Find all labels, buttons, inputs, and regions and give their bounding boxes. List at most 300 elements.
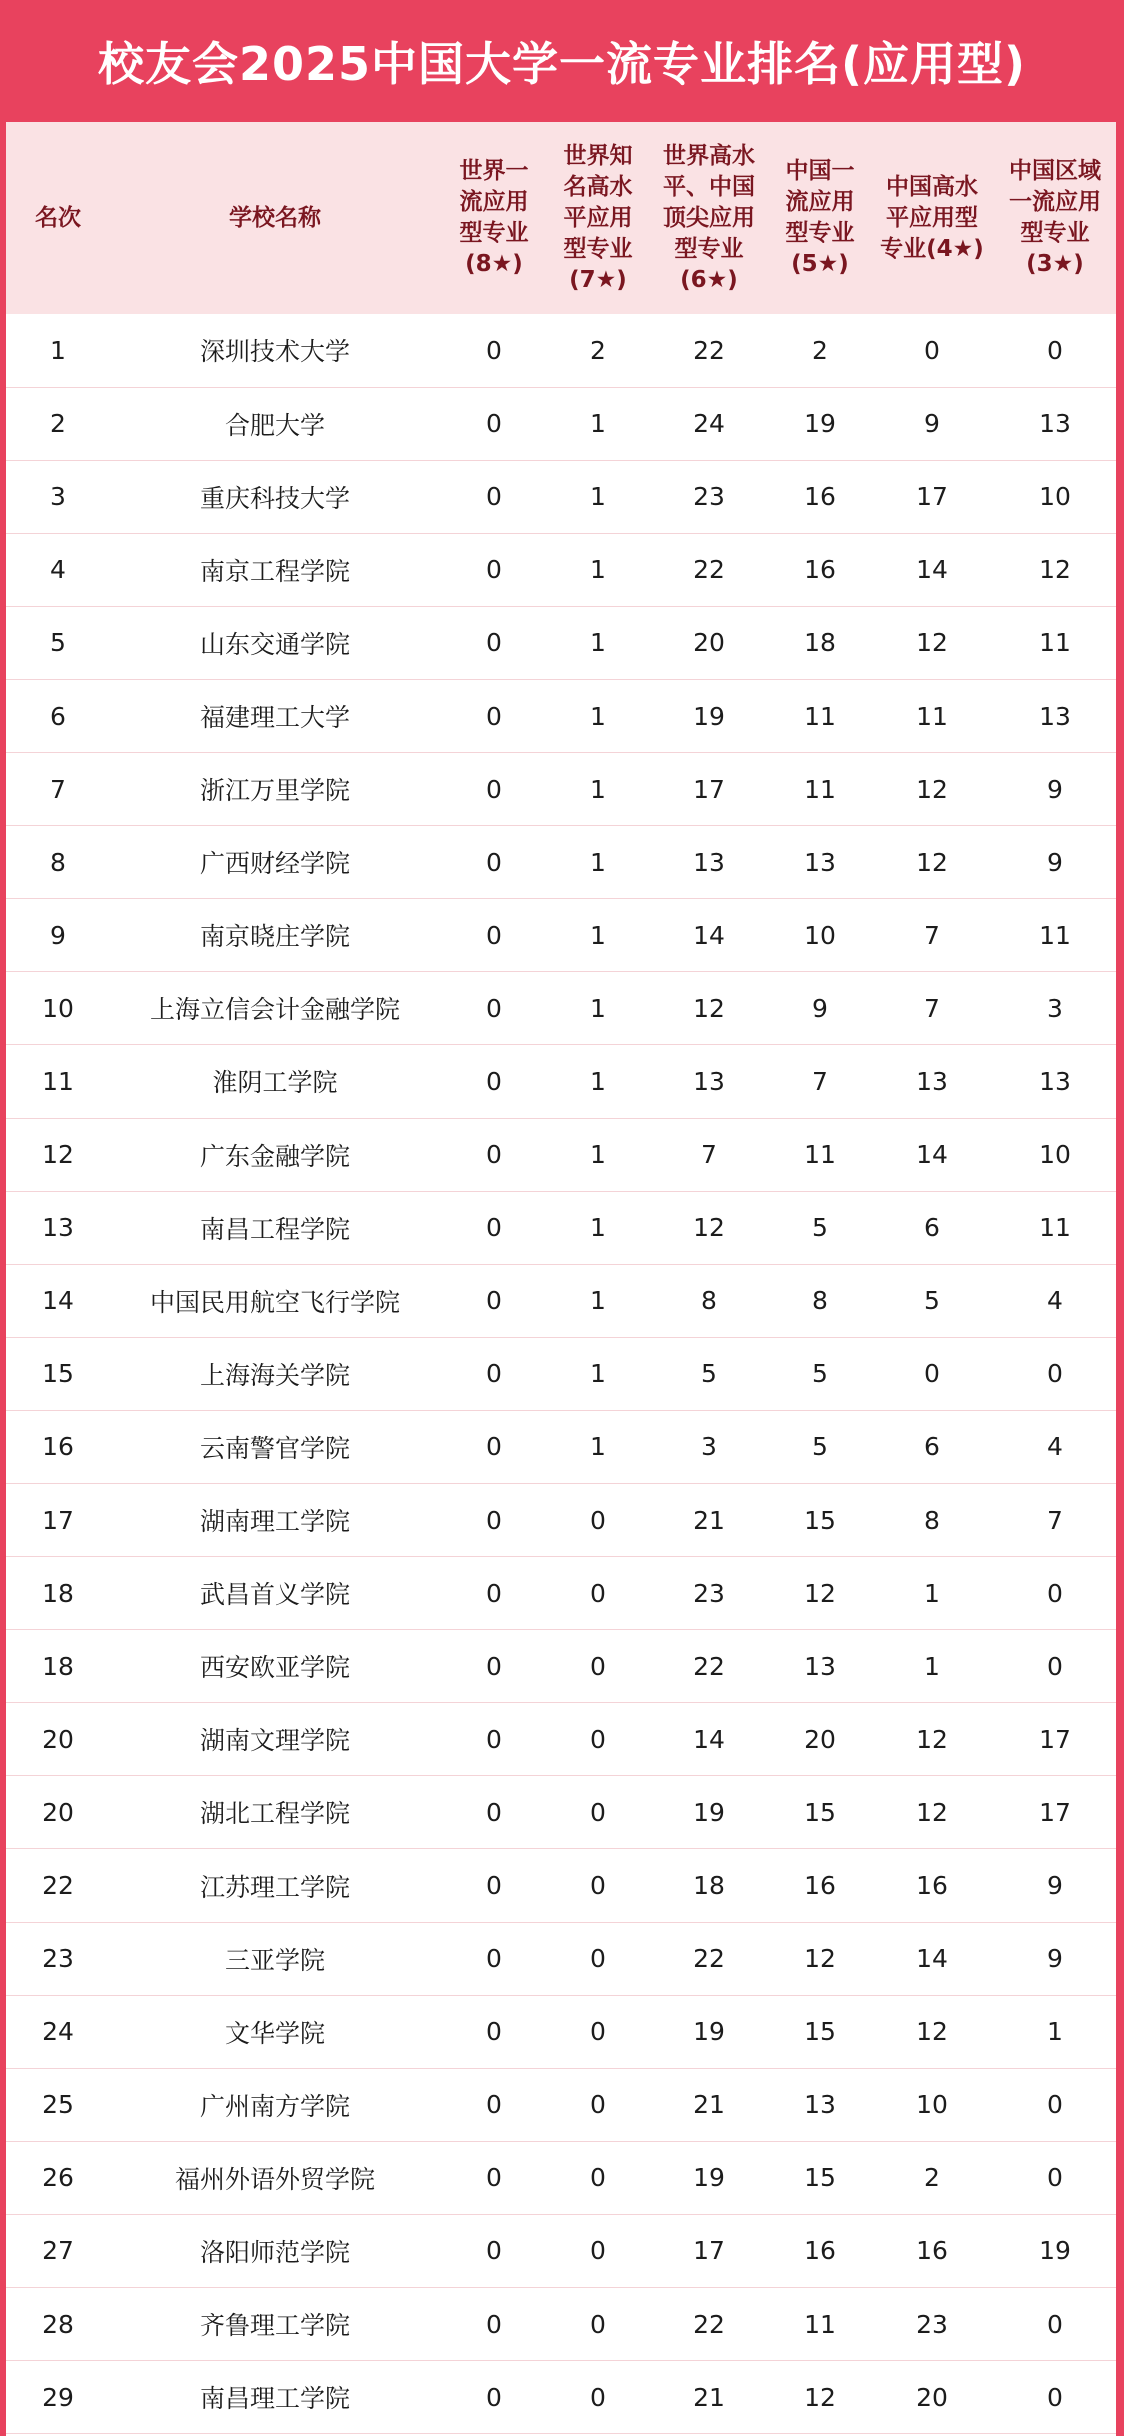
count-cell: 6: [924, 1213, 940, 1243]
rank-cell: 24: [42, 2017, 74, 2047]
count-cell: 23: [916, 2309, 948, 2339]
count-cell: 0: [486, 1213, 502, 1243]
count-cell: 1: [590, 847, 606, 877]
count-cell: 14: [693, 920, 725, 950]
count-cell: 19: [693, 2163, 725, 2193]
header-line: 世界高水: [663, 142, 755, 169]
table-row: [6, 972, 1116, 1045]
count-cell: 11: [804, 1140, 836, 1170]
count-cell: 20: [693, 628, 725, 658]
count-cell: 7: [812, 1066, 828, 1096]
table-row: [6, 1118, 1116, 1191]
rank-cell: 28: [42, 2309, 74, 2339]
school-name-cell: 湖南文理学院: [199, 1726, 350, 1756]
count-cell: 5: [812, 1359, 828, 1389]
table-row: [6, 2214, 1116, 2287]
count-cell: 23: [693, 482, 725, 512]
count-cell: 12: [804, 1578, 836, 1608]
table-row: [6, 679, 1116, 752]
school-name-cell: 洛阳师范学院: [199, 2237, 350, 2267]
count-cell: 0: [590, 1724, 606, 1754]
ranking-sheet: [6, 122, 1116, 2436]
count-cell: 13: [804, 1651, 836, 1681]
count-cell: 0: [1047, 2090, 1063, 2120]
count-cell: 22: [693, 555, 725, 585]
count-cell: 0: [1047, 1359, 1063, 1389]
school-name-cell: 合肥大学: [224, 410, 325, 440]
ranking-table: [6, 122, 1116, 2434]
page-title: 校友会2025中国大学一流专业排名(应用型): [97, 37, 1027, 91]
rank-cell: 14: [42, 1286, 74, 1316]
school-name-cell: 深圳技术大学: [199, 337, 350, 367]
school-name-cell: 福州外语外贸学院: [174, 2164, 375, 2194]
count-cell: 12: [916, 847, 948, 877]
count-cell: 18: [804, 628, 836, 658]
count-cell: 22: [693, 2309, 725, 2339]
table-row: [6, 2288, 1116, 2361]
header-line: 型专业: [563, 235, 633, 262]
count-cell: 0: [486, 993, 502, 1023]
header-line: (3★): [1026, 251, 1084, 277]
count-cell: 19: [1039, 2236, 1071, 2266]
header-line: 流应用: [785, 189, 855, 215]
count-cell: 0: [1047, 2163, 1063, 2193]
count-cell: 1: [590, 1140, 606, 1170]
count-cell: 21: [693, 1505, 725, 1535]
count-cell: 0: [590, 1651, 606, 1681]
count-cell: 0: [590, 2236, 606, 2266]
rank-cell: 17: [42, 1505, 74, 1535]
rank-cell: 11: [42, 1066, 74, 1096]
count-cell: 0: [1047, 2309, 1063, 2339]
count-cell: 0: [924, 1359, 940, 1389]
count-cell: 9: [924, 409, 940, 439]
count-cell: 12: [804, 1944, 836, 1974]
count-cell: 1: [590, 1213, 606, 1243]
count-cell: 1: [590, 1286, 606, 1316]
count-cell: 0: [1047, 1578, 1063, 1608]
table-row: [6, 1922, 1116, 1995]
count-cell: 14: [916, 555, 948, 585]
table-row: [6, 1484, 1116, 1557]
count-cell: 8: [812, 1286, 828, 1316]
count-cell: 5: [701, 1359, 717, 1389]
table-row: [6, 2361, 1116, 2434]
school-name-cell: 湖南理工学院: [199, 1507, 350, 1537]
count-cell: 10: [1039, 482, 1071, 512]
count-cell: 1: [590, 1066, 606, 1096]
count-cell: 5: [812, 1432, 828, 1462]
count-cell: 22: [693, 335, 725, 365]
header-line: 中国一: [785, 158, 855, 184]
count-cell: 1: [590, 628, 606, 658]
count-cell: 0: [1047, 2382, 1063, 2412]
rank-cell: 8: [50, 847, 66, 877]
count-cell: 13: [1039, 1066, 1071, 1096]
school-name-cell: 广东金融学院: [199, 1141, 350, 1171]
rank-cell: 4: [50, 555, 66, 585]
count-cell: 0: [590, 1505, 606, 1535]
count-cell: 1: [590, 774, 606, 804]
count-cell: 0: [486, 2309, 502, 2339]
count-cell: 13: [693, 847, 725, 877]
count-cell: 8: [701, 1286, 717, 1316]
school-name-cell: 重庆科技大学: [199, 483, 350, 513]
school-name-cell: 淮阴工学院: [212, 1068, 338, 1098]
school-name-cell: 浙江万里学院: [199, 776, 350, 806]
count-cell: 17: [693, 774, 725, 804]
count-cell: 2: [590, 335, 606, 365]
count-cell: 10: [804, 920, 836, 950]
count-cell: 3: [1047, 993, 1063, 1023]
count-cell: 0: [486, 2090, 502, 2120]
table-row: [6, 2068, 1116, 2141]
count-cell: 16: [916, 2236, 948, 2266]
header-line: 一流应用: [1009, 189, 1101, 215]
count-cell: 15: [804, 1505, 836, 1535]
count-cell: 12: [1039, 555, 1071, 585]
rank-cell: 20: [42, 1724, 74, 1754]
count-cell: 21: [693, 2382, 725, 2412]
count-cell: 0: [486, 1140, 502, 1170]
rank-cell: 23: [42, 1944, 74, 1974]
school-name-cell: 中国民用航空飞行学院: [149, 1287, 400, 1317]
table-row: [6, 533, 1116, 606]
school-name-cell: 江苏理工学院: [199, 1872, 350, 1902]
rank-cell: 12: [42, 1140, 74, 1170]
table-row: [6, 1191, 1116, 1264]
count-cell: 0: [486, 1432, 502, 1462]
count-cell: 12: [693, 1213, 725, 1243]
table-row: [6, 899, 1116, 972]
count-cell: 20: [916, 2382, 948, 2412]
count-cell: 11: [916, 701, 948, 731]
count-cell: 1: [590, 1432, 606, 1462]
header-line: (5★): [791, 251, 849, 277]
count-cell: 1: [590, 482, 606, 512]
count-cell: 11: [1039, 628, 1071, 658]
count-cell: 11: [804, 774, 836, 804]
count-cell: 17: [916, 482, 948, 512]
rank-cell: 18: [42, 1651, 74, 1681]
school-name-cell: 武昌首义学院: [199, 1580, 350, 1610]
school-name-cell: 山东交通学院: [199, 629, 350, 659]
count-cell: 7: [1047, 1505, 1063, 1535]
school-name-cell: 上海立信会计金融学院: [149, 995, 400, 1025]
count-cell: 9: [812, 993, 828, 1023]
school-name-cell: 南京晓庄学院: [199, 922, 350, 952]
count-cell: 16: [916, 1871, 948, 1901]
count-cell: 0: [486, 1944, 502, 1974]
rank-cell: 13: [42, 1213, 74, 1243]
count-cell: 0: [590, 1871, 606, 1901]
table-row: [6, 460, 1116, 533]
count-cell: 17: [1039, 1797, 1071, 1827]
count-cell: 11: [804, 701, 836, 731]
count-cell: 9: [1047, 774, 1063, 804]
table-row: [6, 387, 1116, 460]
rank-cell: 1: [50, 335, 66, 365]
count-cell: 0: [486, 1871, 502, 1901]
count-cell: 1: [924, 1578, 940, 1608]
header-line: 名高水: [563, 173, 633, 200]
school-name-cell: 上海海关学院: [199, 1360, 350, 1390]
count-cell: 10: [1039, 1140, 1071, 1170]
header-line: 型专业: [1020, 220, 1090, 246]
rank-cell: 7: [50, 774, 66, 804]
table-row: [6, 1703, 1116, 1776]
count-cell: 15: [804, 2163, 836, 2193]
table-row: [6, 1995, 1116, 2068]
count-cell: 17: [693, 2236, 725, 2266]
count-cell: 0: [486, 335, 502, 365]
count-cell: 0: [486, 1359, 502, 1389]
header-line: 世界知: [563, 142, 633, 169]
count-cell: 0: [486, 1797, 502, 1827]
count-cell: 13: [804, 2090, 836, 2120]
rank-cell: 15: [42, 1359, 74, 1389]
count-cell: 0: [486, 482, 502, 512]
count-cell: 12: [916, 628, 948, 658]
count-cell: 20: [804, 1724, 836, 1754]
count-cell: 1: [924, 1651, 940, 1681]
header-line: 型专业: [785, 220, 855, 246]
header-rank: 名次: [35, 204, 81, 231]
header-line: 中国高水: [886, 173, 978, 200]
header-line: 平应用型: [886, 204, 978, 231]
school-name-cell: 三亚学院: [224, 1945, 325, 1975]
table-row: [6, 1776, 1116, 1849]
count-cell: 13: [804, 847, 836, 877]
count-cell: 1: [590, 409, 606, 439]
count-cell: 9: [1047, 1944, 1063, 1974]
school-name-cell: 广州南方学院: [199, 2091, 350, 2121]
count-cell: 8: [924, 1505, 940, 1535]
header-line: 型专业: [459, 220, 529, 246]
rank-cell: 16: [42, 1432, 74, 1462]
table-header-row: [6, 122, 1116, 314]
table-row: [6, 1264, 1116, 1337]
table-row: [6, 1849, 1116, 1922]
count-cell: 0: [486, 701, 502, 731]
count-cell: 1: [590, 993, 606, 1023]
count-cell: 13: [916, 1066, 948, 1096]
count-cell: 15: [804, 1797, 836, 1827]
count-cell: 0: [590, 1797, 606, 1827]
count-cell: 1: [590, 920, 606, 950]
header-metric: [548, 122, 648, 314]
count-cell: 0: [486, 1286, 502, 1316]
count-cell: 0: [486, 774, 502, 804]
count-cell: 2: [924, 2163, 940, 2193]
count-cell: 9: [1047, 847, 1063, 877]
school-name-cell: 云南警官学院: [199, 1433, 350, 1463]
header-metric: [870, 122, 994, 314]
rank-cell: 22: [42, 1871, 74, 1901]
count-cell: 12: [916, 774, 948, 804]
rank-cell: 3: [50, 482, 66, 512]
count-cell: 7: [701, 1140, 717, 1170]
rank-cell: 27: [42, 2236, 74, 2266]
table-row: [6, 1410, 1116, 1483]
count-cell: 18: [693, 1871, 725, 1901]
school-name-cell: 南昌理工学院: [199, 2384, 350, 2414]
table-row: [6, 1337, 1116, 1410]
school-name-cell: 文华学院: [224, 2018, 325, 2048]
count-cell: 10: [916, 2090, 948, 2120]
header-metric: [770, 122, 870, 314]
school-name-cell: 广西财经学院: [199, 849, 350, 879]
count-cell: 15: [804, 2017, 836, 2047]
school-name-cell: 南昌工程学院: [199, 1214, 350, 1244]
table-row: [6, 753, 1116, 826]
header-line: 平、中国: [663, 173, 755, 200]
table-body: [6, 314, 1116, 2434]
rank-cell: 25: [42, 2090, 74, 2120]
header-line: 型专业: [674, 235, 744, 262]
count-cell: 5: [812, 1213, 828, 1243]
school-name-cell: 齐鲁理工学院: [199, 2311, 350, 2341]
header-metric: [994, 122, 1116, 314]
count-cell: 1: [590, 701, 606, 731]
table-row: [6, 1045, 1116, 1118]
header-line: 平应用: [563, 204, 633, 231]
count-cell: 12: [804, 2382, 836, 2412]
count-cell: 7: [924, 920, 940, 950]
count-cell: 0: [486, 2017, 502, 2047]
count-cell: 11: [1039, 1213, 1071, 1243]
count-cell: 7: [924, 993, 940, 1023]
count-cell: 14: [916, 1944, 948, 1974]
count-cell: 22: [693, 1651, 725, 1681]
count-cell: 3: [701, 1432, 717, 1462]
table-row: [6, 1630, 1116, 1703]
count-cell: 0: [590, 2090, 606, 2120]
count-cell: 12: [916, 1724, 948, 1754]
count-cell: 0: [590, 2163, 606, 2193]
count-cell: 19: [804, 409, 836, 439]
count-cell: 16: [804, 555, 836, 585]
count-cell: 0: [486, 555, 502, 585]
count-cell: 5: [924, 1286, 940, 1316]
rank-cell: 20: [42, 1797, 74, 1827]
count-cell: 12: [693, 993, 725, 1023]
count-cell: 4: [1047, 1432, 1063, 1462]
count-cell: 0: [486, 1066, 502, 1096]
rank-cell: 18: [42, 1578, 74, 1608]
rank-cell: 6: [50, 701, 66, 731]
count-cell: 11: [1039, 920, 1071, 950]
count-cell: 21: [693, 2090, 725, 2120]
count-cell: 0: [486, 409, 502, 439]
title-bar: [0, 0, 1124, 122]
count-cell: 9: [1047, 1871, 1063, 1901]
school-name-cell: 西安欧亚学院: [199, 1653, 350, 1683]
school-name-cell: 南京工程学院: [199, 556, 350, 586]
rank-cell: 2: [50, 409, 66, 439]
header-line: (6★): [680, 266, 738, 293]
header-line: 世界一: [459, 158, 529, 184]
count-cell: 4: [1047, 1286, 1063, 1316]
count-cell: 0: [1047, 335, 1063, 365]
count-cell: 1: [1047, 2017, 1063, 2047]
count-cell: 17: [1039, 1724, 1071, 1754]
count-cell: 1: [590, 555, 606, 585]
count-cell: 0: [486, 1724, 502, 1754]
header-line: 流应用: [459, 189, 529, 215]
count-cell: 13: [1039, 701, 1071, 731]
count-cell: 0: [486, 628, 502, 658]
count-cell: 0: [486, 1578, 502, 1608]
count-cell: 1: [590, 1359, 606, 1389]
count-cell: 0: [924, 335, 940, 365]
count-cell: 19: [693, 1797, 725, 1827]
count-cell: 2: [812, 335, 828, 365]
rank-cell: 10: [42, 993, 74, 1023]
header-line: 专业(4★): [880, 235, 984, 262]
count-cell: 19: [693, 2017, 725, 2047]
header-metric: [648, 122, 770, 314]
count-cell: 0: [486, 847, 502, 877]
count-cell: 22: [693, 1944, 725, 1974]
header-line: (7★): [569, 266, 627, 293]
count-cell: 13: [693, 1066, 725, 1096]
table-row: [6, 606, 1116, 679]
count-cell: 11: [804, 2309, 836, 2339]
count-cell: 16: [804, 1871, 836, 1901]
count-cell: 23: [693, 1578, 725, 1608]
count-cell: 16: [804, 482, 836, 512]
count-cell: 0: [590, 2017, 606, 2047]
count-cell: 19: [693, 701, 725, 731]
count-cell: 0: [590, 2382, 606, 2412]
count-cell: 12: [916, 2017, 948, 2047]
table-row: [6, 1557, 1116, 1630]
count-cell: 16: [804, 2236, 836, 2266]
table-row: [6, 826, 1116, 899]
count-cell: 0: [590, 1944, 606, 1974]
count-cell: 0: [590, 2309, 606, 2339]
header-line: 顶尖应用: [663, 204, 755, 231]
count-cell: 13: [1039, 409, 1071, 439]
count-cell: 0: [486, 2236, 502, 2266]
table-row: [6, 2141, 1116, 2214]
count-cell: 0: [1047, 1651, 1063, 1681]
count-cell: 0: [486, 1505, 502, 1535]
school-name-cell: 福建理工大学: [199, 703, 350, 733]
count-cell: 6: [924, 1432, 940, 1462]
count-cell: 0: [486, 2163, 502, 2193]
count-cell: 0: [590, 1578, 606, 1608]
school-name-cell: 湖北工程学院: [199, 1799, 350, 1829]
header-school: 学校名称: [229, 204, 321, 231]
count-cell: 24: [693, 409, 725, 439]
count-cell: 0: [486, 920, 502, 950]
count-cell: 14: [693, 1724, 725, 1754]
rank-cell: 5: [50, 628, 66, 658]
rank-cell: 26: [42, 2163, 74, 2193]
header-metric: [440, 122, 548, 314]
rank-cell: 29: [42, 2382, 74, 2412]
table-row: [6, 314, 1116, 387]
header-line: 中国区域: [1009, 158, 1101, 184]
count-cell: 0: [486, 1651, 502, 1681]
count-cell: 12: [916, 1797, 948, 1827]
rank-cell: 9: [50, 920, 66, 950]
header-line: (8★): [465, 251, 523, 277]
count-cell: 14: [916, 1140, 948, 1170]
count-cell: 0: [486, 2382, 502, 2412]
